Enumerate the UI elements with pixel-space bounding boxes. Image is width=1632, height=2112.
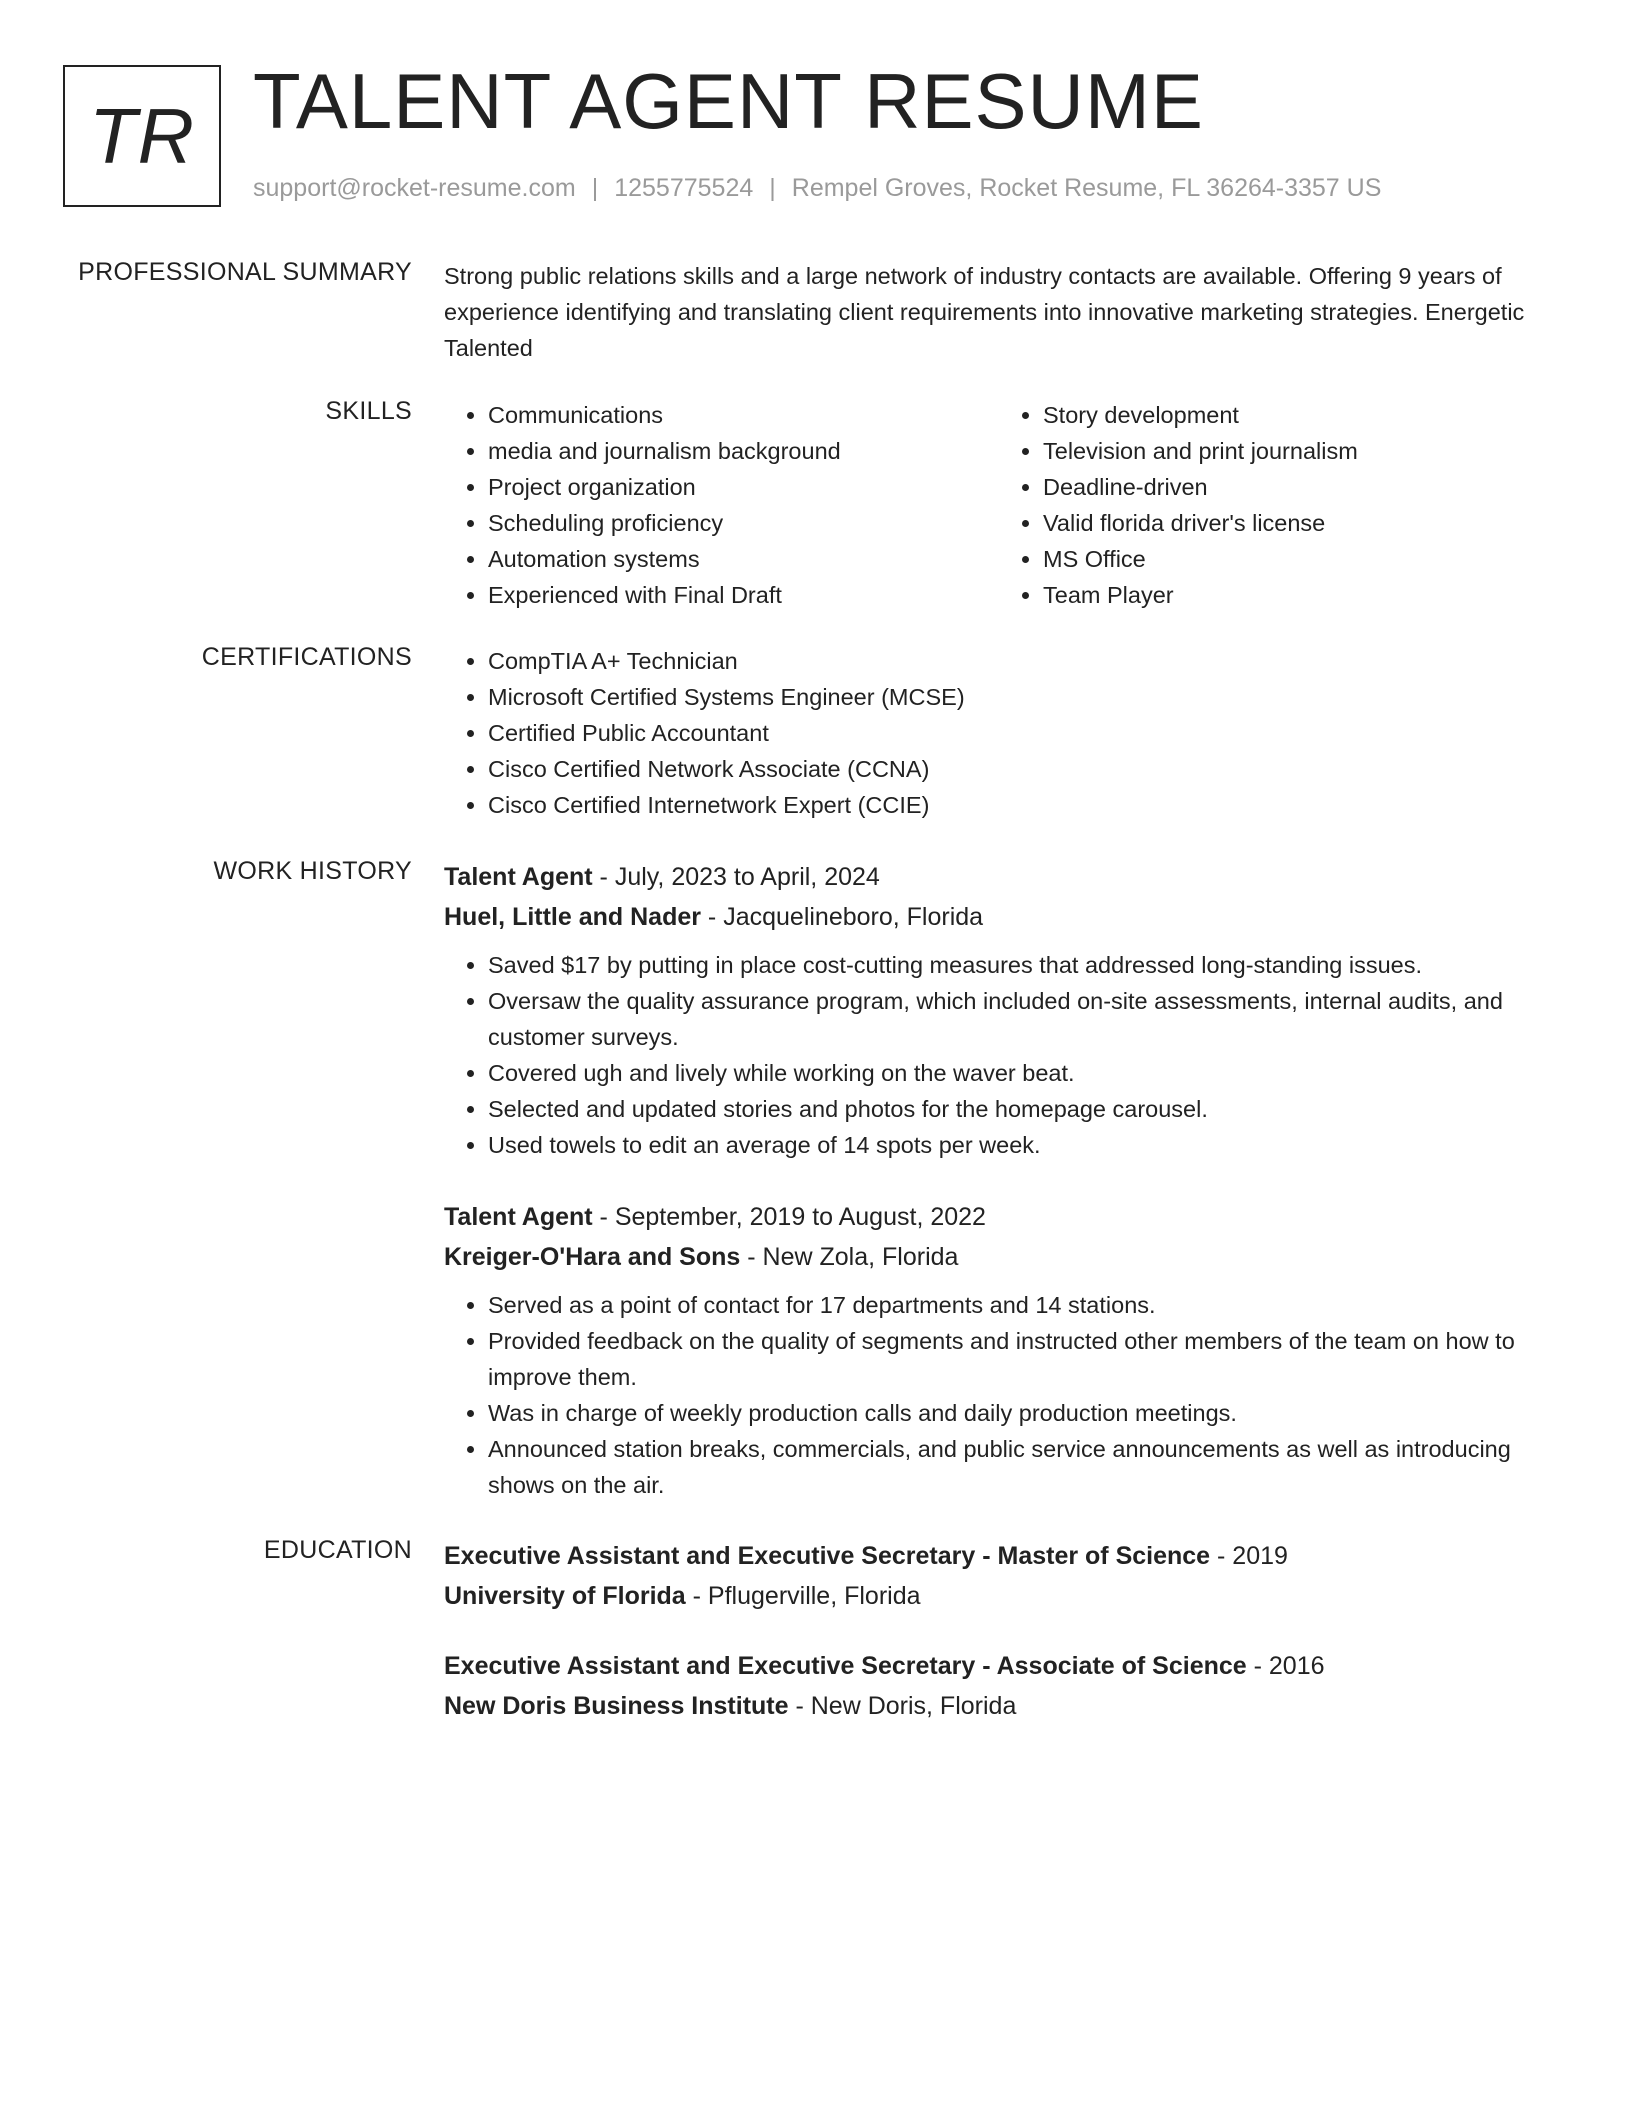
job-bullet: • Saved $17 by putting in place cost-cutting measures that addressed long-standing issues. [488,947,1554,983]
certification-item: • Cisco Certified Internetwork Expert (CCIE) [488,787,1554,823]
job-bullet: • Was in charge of weekly production calls and daily production meetings. [488,1395,1554,1431]
education-degree-line [444,1536,1554,1576]
skill-item: • Communications [488,397,999,433]
monogram-initials: TR [63,65,221,207]
skill-item: • Automation systems [488,541,999,577]
skill-item: • Valid florida driver's license [1043,505,1554,541]
skill-item: • Story development [1043,397,1554,433]
job-bullet: • Announced station breaks, commercials, and public service announcements as well as introducing shows on the air. [488,1431,1554,1503]
job-bullet: • Used towels to edit an average of 14 spots per week. [488,1127,1554,1163]
summary-label: PROFESSIONAL SUMMARY [78,258,412,286]
job-bullets [444,947,1554,1163]
education-location: - Pflugerville, Florida [685,1582,921,1610]
skill-item: • Deadline-driven [1043,469,1554,505]
education-location: - New Doris, Florida [788,1692,1017,1720]
job-company-line [444,897,1554,937]
job-title: Talent Agent [444,863,593,891]
skills-column-left [444,397,999,613]
education-year: - 2016 [1246,1652,1325,1680]
education-label: EDUCATION [263,1536,412,1564]
education-entry [444,1646,1554,1726]
job-company: Huel, Little and Nader [444,903,701,931]
page-title: TALENT AGENT RESUME [253,57,1204,145]
education-degree-line [444,1646,1554,1686]
skill-item: • MS Office [1043,541,1554,577]
skill-item: • Scheduling proficiency [488,505,999,541]
contact-line [253,174,1381,203]
education-school: New Doris Business Institute [444,1692,789,1720]
job-bullet: • Selected and updated stories and photos for the homepage carousel. [488,1091,1554,1127]
contact-phone: 1255775524 [614,174,754,202]
work-history-label: WORK HISTORY [213,857,412,885]
certification-item: • Microsoft Certified Systems Engineer (MCSE) [488,679,1554,715]
certification-item: • CompTIA A+ Technician [488,643,1554,679]
job-title: Talent Agent [444,1203,593,1231]
skill-item: • Team Player [1043,577,1554,613]
education-school-line [444,1686,1554,1726]
job-bullet: • Covered ugh and lively while working on the waver beat. [488,1055,1554,1091]
contact-separator: | [591,174,599,202]
skill-item: • Experienced with Final Draft [488,577,999,613]
summary-text: Strong public relations skills and a large network of industry contacts are available. Offering 9 years of experience identifying and translating client requirements into innovative marketing strategies. Energetic Talented [444,263,1525,361]
contact-email: support@rocket-resume.com [253,174,576,202]
skill-item: • Television and print journalism [1043,433,1554,469]
contact-separator: | [769,174,776,202]
certification-item: • Cisco Certified Network Associate (CCNA) [488,751,1554,787]
job-title-line [444,1197,1554,1237]
job-location: - Jacquelineboro, Florida [700,903,984,931]
education-school: University of Florida [444,1582,686,1610]
job-title-line [444,857,1554,897]
job-bullets [444,1287,1554,1503]
job-bullet: • Served as a point of contact for 17 departments and 14 stations. [488,1287,1554,1323]
certifications-list [444,643,1554,823]
skill-item: • media and journalism background [488,433,999,469]
job-location: - New Zola, Florida [740,1243,959,1271]
skills-label: SKILLS [325,397,412,425]
certifications-label: CERTIFICATIONS [201,643,412,671]
job-bullet: • Provided feedback on the quality of segments and instructed other members of the team on how to improve them. [488,1323,1554,1395]
education-entry [444,1536,1554,1616]
education-degree: Executive Assistant and Executive Secretary - Associate of Science [444,1652,1247,1680]
job-bullet: • Oversaw the quality assurance program, which included on-site assessments, internal audits, and customer surveys. [488,983,1554,1055]
job-dates: - September, 2019 to August, 2022 [592,1203,986,1231]
skills-column-right [999,397,1554,613]
certification-item: • Certified Public Accountant [488,715,1554,751]
job-company: Kreiger-O'Hara and Sons [444,1243,741,1271]
contact-address: Rempel Groves, Rocket Resume, FL 36264-3357 US [791,174,1382,202]
job-company-line [444,1237,1554,1277]
skill-item: • Project organization [488,469,999,505]
job-entry [444,1197,1554,1503]
education-school-line [444,1576,1554,1616]
skills-list [444,397,1554,613]
education-year: - 2019 [1210,1542,1288,1570]
job-dates: - July, 2023 to April, 2024 [592,863,880,891]
education-degree: Executive Assistant and Executive Secretary - Master of Science [444,1542,1211,1570]
job-entry [444,857,1554,1163]
